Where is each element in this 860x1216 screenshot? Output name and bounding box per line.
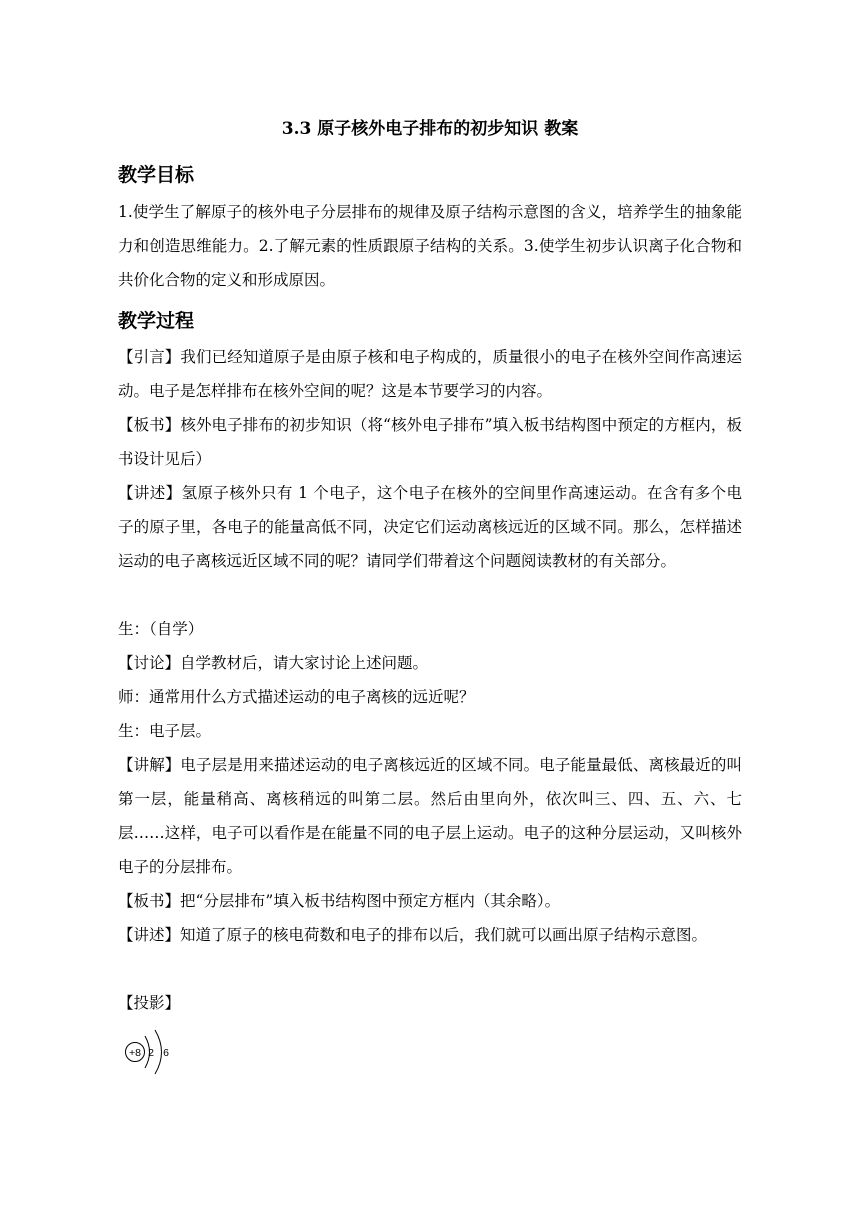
atom-structure-diagram [118, 1024, 178, 1080]
paragraph-projection: 【投影】 [118, 994, 181, 1012]
paragraph-explanation: 【讲解】电子层是用来描述运动的电子离核远近的区域不同。电子能量最低、离核最近的叫第一层，能量稍高、离核稍远的叫第二层。然后由里向外，依次叫三、四、五、六、七层……这样，电子可以看作是在能量不同的电子层上运动。电子的这种分层运动，又叫核外电子的分层排布。 [118, 756, 742, 876]
paragraph-discussion: 【讨论】自学教材后，请大家讨论上述问题。 [118, 654, 429, 672]
process-heading: 教学过程 [118, 310, 195, 332]
objectives-text: 1.使学生了解原子的核外电子分层排布的规律及原子结构示意图的含义，培养学生的抽象能力和创造思维能力。2.了解元素的性质跟原子结构的关系。3.使学生初步认识离子化合物和共价化合物的定义和形成原因。 [118, 203, 742, 289]
paragraph-student-answer: 生：电子层。 [118, 722, 212, 740]
objectives-heading: 教学目标 [118, 164, 195, 186]
paragraph-board-2: 【板书】把“分层排布”填入板书结构图中预定方框内（其余略）。 [118, 892, 561, 910]
paragraph-lecture-2: 【讲述】知道了原子的核电荷数和电子的排布以后，我们就可以画出原子结构示意图。 [118, 926, 708, 944]
shell-2-electrons: 6 [163, 1047, 169, 1059]
paragraph-board-1: 【板书】核外电子排布的初步知识（将“核外电子排布”填入板书结构图中预定的方框内，板书设计见后） [118, 416, 742, 468]
paragraph-teacher-question: 师：通常用什么方式描述运动的电子离核的远近呢？ [118, 688, 475, 706]
electron-shell-arc-2 [155, 1030, 162, 1074]
paragraph-intro: 【引言】我们已经知道原子是由原子核和电子构成的，质量很小的电子在核外空间作高速运动。电子是怎样排布在核外空间的呢？这是本节要学习的内容。 [118, 348, 742, 400]
paragraph-lecture-1: 【讲述】氢原子核外只有 1 个电子，这个电子在核外的空间里作高速运动。在含有多个电子的原子里，各电子的能量高低不同，决定它们运动离核远近的区域不同。那么，怎样描述运动的电子离核远近区域不同的呢？请同学们带着这个问题阅读教材的有关部分。 [118, 484, 742, 570]
paragraph-student-self-study: 生：（自学） [118, 620, 204, 638]
nucleus-charge: +8 [129, 1047, 141, 1059]
shell-1-electrons: 2 [148, 1047, 154, 1059]
document-title: 3.3 原子核外电子排布的初步知识 教案 [281, 119, 579, 139]
